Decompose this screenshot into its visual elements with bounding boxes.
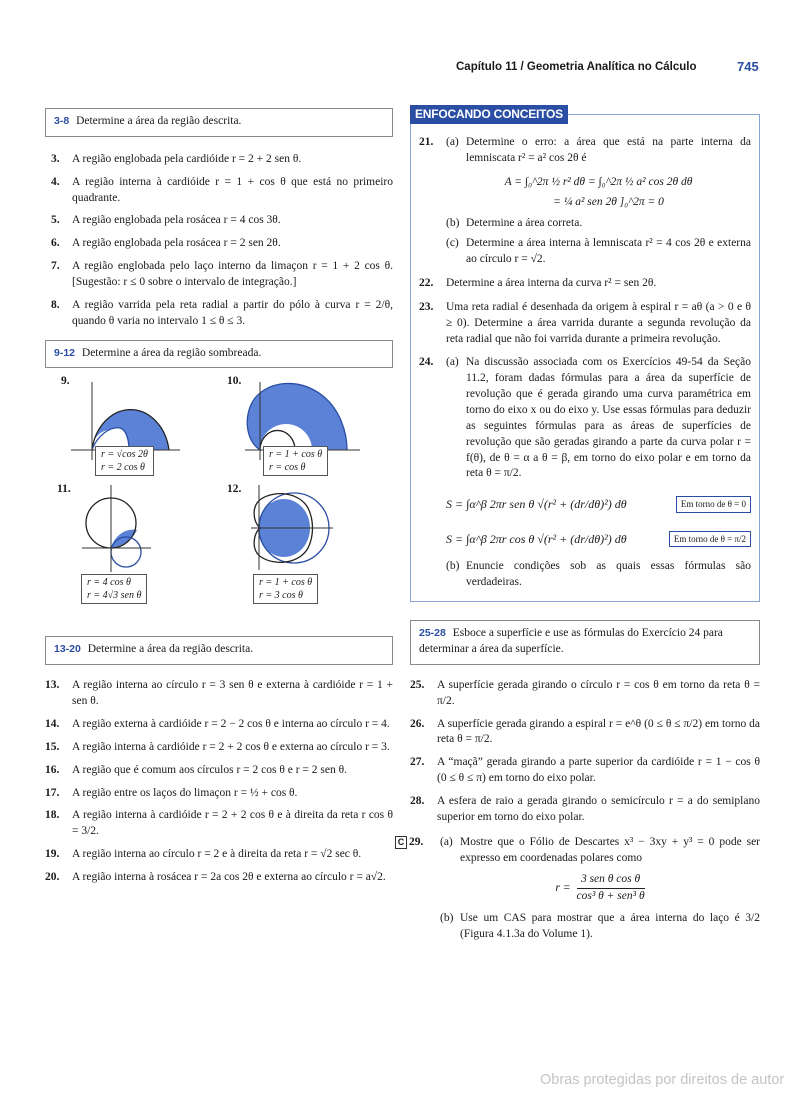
- section-range: 9-12: [54, 346, 76, 359]
- part-letter: (a): [446, 356, 459, 369]
- equation-fraction: [577, 872, 645, 905]
- part-text: Determine a área correta.: [466, 217, 583, 230]
- exercise-29: [397, 835, 760, 943]
- exercise-number: 28.: [410, 795, 425, 808]
- exercise-text: A região interna à cardióide r = 1 + cos θ que está no primeiro quadrante.: [72, 175, 393, 204]
- legend-eq-1: r = 1 + cos θ: [259, 577, 313, 589]
- exercise-7: [45, 259, 393, 291]
- section-instruction: Determine a área da região sombreada.: [81, 346, 262, 359]
- exercise-17: [45, 786, 393, 802]
- exercise-3: [45, 152, 393, 168]
- exercise-21-c: [446, 236, 751, 268]
- legend-eq-1: r = 1 + cos θ: [269, 449, 323, 461]
- exercise-number: 8.: [51, 298, 60, 311]
- exercise-number: 7.: [51, 260, 60, 273]
- part-text: Determine o erro: a área que está na parte interna da lemniscata r² = a² cos 2θ é: [466, 136, 751, 164]
- figure-number: 10.: [227, 375, 242, 388]
- section-box-13-20: [45, 636, 393, 665]
- exercise-number: 16.: [45, 763, 60, 776]
- exercise-22: [419, 276, 751, 292]
- surface-formula-1: S = ∫α^β 2πr sen θ √(r² + (dr/dθ)²) dθ: [446, 497, 627, 512]
- right-column: [397, 107, 760, 943]
- exercise-number: 24.: [419, 356, 434, 369]
- legend-eq-2: r = 2 cos θ: [101, 462, 145, 474]
- label-box-2: Em torno de θ = π/2: [669, 531, 751, 547]
- label-box-1: Em torno de θ = 0: [676, 496, 751, 512]
- exercise-27: [410, 755, 760, 787]
- legend-eq-2: r = 4√3 sen θ: [87, 590, 142, 602]
- exercise-26: [410, 717, 760, 749]
- figure-number: 9.: [61, 375, 70, 388]
- exercise-number: 13.: [45, 679, 60, 692]
- exercise-text: A região interna ao círculo r = 3 sen θ e externa à cardióide r = 1 + sen θ.: [72, 679, 393, 708]
- left-column: [45, 108, 393, 886]
- polar-equation: [440, 872, 760, 905]
- figure-12-legend: [253, 574, 318, 604]
- exercise-text: A região interna à cardióide r = 2 + 2 cos θ e à direita da reta r cos θ = 3/2.: [72, 809, 393, 838]
- exercise-21-b: [446, 216, 751, 232]
- exercise-14: [45, 717, 393, 733]
- figure-12-plot: [215, 482, 385, 582]
- exercise-4: [45, 175, 393, 207]
- running-header: Capítulo 11 / Geometria Analítica no Cálculo: [456, 61, 697, 73]
- exercise-text: A região entre os laços do limaçon r = ½ + cos θ.: [72, 786, 298, 799]
- exercise-number: 25.: [410, 678, 425, 691]
- figure-11-legend: [81, 574, 147, 604]
- section-box-9-12: [45, 340, 393, 369]
- exercise-29-a: [440, 835, 760, 867]
- figure-number: 11.: [57, 483, 71, 496]
- exercise-29-b: [440, 911, 760, 943]
- exercise-24-a: [446, 355, 751, 482]
- exercise-24: [419, 355, 751, 591]
- exercise-24-b: [446, 559, 751, 591]
- formula-row-2: [446, 531, 751, 548]
- section-range: 3-8: [54, 115, 70, 127]
- exercise-text: A superfície gerada girando o círculo r = cos θ em torno da reta θ = π/2.: [437, 678, 760, 707]
- figure-10: [215, 374, 385, 499]
- part-text: Mostre que o Fólio de Descartes x³ − 3xy + y³ = 0 pode ser expresso em coordenadas polares como: [460, 835, 760, 864]
- exercise-28: [410, 794, 760, 826]
- exercise-8: [45, 298, 393, 330]
- exercise-16: [45, 763, 393, 779]
- figures-9-12: [45, 374, 393, 632]
- figure-9: [45, 374, 205, 499]
- exercise-number-group: [395, 835, 423, 851]
- exercise-6: [45, 236, 393, 252]
- legend-eq-1: r = 4 cos θ: [87, 577, 131, 589]
- section-box-3-8: [45, 108, 393, 137]
- legend-eq-1: r = √cos 2θ: [101, 449, 148, 461]
- exercise-text: A região englobada pela rosácea r = 4 cos 3θ.: [72, 214, 281, 227]
- legend-eq-2: r = cos θ: [269, 462, 306, 474]
- exercise-text: A região englobada pelo laço interno da limaçon r = 1 + 2 cos θ. [Sugestão: r ≤ 0 sobre o intervalo de integração.]: [72, 260, 393, 289]
- fraction-denominator: cos³ θ + sen³ θ: [576, 890, 645, 903]
- exercise-text: A “maçã” gerada girando a parte superior da cardióide r = 1 − cos θ (0 ≤ θ ≤ π) em torno do eixo polar.: [437, 756, 760, 785]
- part-text: Determine a área interna à lemniscata r² = 4 cos 2θ e externa ao círculo r = √2.: [466, 237, 751, 266]
- exercise-number: 26.: [410, 717, 425, 730]
- equation-line-1: A = ∫₀^2π ½ r² dθ = ∫₀^2π ½ a² cos 2θ dθ: [504, 175, 693, 188]
- exercise-23: [419, 300, 751, 348]
- exercise-text: A região interna ao círculo r = 2 e à direita da reta r = √2 sec θ.: [72, 848, 362, 861]
- part-text: Use um CAS para mostrar que a área interna do laço é 3/2 (Figura 4.1.3a do Volume 1).: [460, 912, 760, 941]
- exercise-21: [419, 135, 751, 268]
- figure-9-legend: [95, 446, 154, 476]
- exercise-number: 18.: [45, 809, 60, 822]
- part-text: Na discussão associada com os Exercícios 49-54 da Seção 11.2, foram dadas fórmulas para a área da superfície de revolução que é gerada girando uma curva paramétrica em torno do eixo x ou do eixo y. Use essas fórmulas para deduzir as seguintes fórmulas para as áreas de superfícies de revolução que são geradas girando a parte da curva polar r = f(θ), de θ = α a θ = β, em torno do eixo polar e em torno da reta θ = π/2.: [466, 356, 751, 480]
- exercise-25: [410, 678, 760, 710]
- exercise-19: [45, 847, 393, 863]
- exercise-number: 3.: [51, 152, 60, 165]
- part-text: Enuncie condições sob as quais essas fórmulas são verdadeiras.: [466, 560, 751, 589]
- exercise-text: A região englobada pela rosácea r = 2 sen 2θ.: [72, 237, 281, 250]
- exercise-number: 21.: [419, 136, 434, 148]
- exercise-text: A região varrida pela reta radial a partir do pólo à curva r = 2/θ, quando θ varia no intervalo 1 ≤ θ ≤ 3.: [72, 298, 393, 327]
- exercise-15: [45, 740, 393, 756]
- exercise-13: [45, 678, 393, 710]
- copyright-watermark: Obras protegidas por direitos de autor: [540, 1072, 785, 1088]
- exercise-text: Determine a área interna da curva r² = sen 2θ.: [446, 277, 657, 290]
- section-instruction: Determine a área da região descrita.: [87, 643, 254, 656]
- part-letter: (a): [446, 136, 459, 148]
- focus-concepts-box: [410, 107, 760, 602]
- exercise-text: A região interna à rosácea r = 2a cos 2θ e externa ao círculo r = a√2.: [72, 871, 386, 884]
- exercise-number: 23.: [419, 300, 434, 313]
- fraction-numerator: 3 sen θ cos θ: [580, 873, 641, 886]
- exercise-number: 5.: [51, 214, 60, 227]
- exercise-number: 17.: [45, 786, 60, 799]
- formula-row-1: [446, 496, 751, 513]
- figure-11-plot: [45, 482, 205, 582]
- section-instruction: Esboce a superfície e use as fórmulas do Exercício 24 para determinar a área da superfície.: [419, 627, 723, 655]
- exercise-18: [45, 808, 393, 840]
- part-letter: (b): [446, 217, 460, 230]
- exercise-text: A região englobada pela cardióide r = 2 + 2 sen θ.: [72, 152, 302, 165]
- part-letter: (c): [446, 237, 459, 250]
- figure-number: 12.: [227, 483, 242, 496]
- legend-eq-2: r = 3 cos θ: [259, 590, 303, 602]
- exercise-number: 14.: [45, 718, 60, 731]
- exercise-20: [45, 870, 393, 886]
- page-number: 745: [737, 59, 759, 74]
- equation-lhs: r =: [555, 881, 571, 894]
- exercise-number: 15.: [45, 740, 60, 753]
- part-letter: (b): [446, 560, 460, 573]
- part-letter: (a): [440, 835, 453, 848]
- exercise-number: 27.: [410, 756, 425, 769]
- exercise-text: A região que é comum aos círculos r = 2 cos θ e r = 2 sen θ.: [72, 763, 348, 776]
- exercise-text: A superfície gerada girando a espiral r = e^θ (0 ≤ θ ≤ π/2) em torno da reta θ = π/2.: [437, 717, 760, 746]
- exercise-number: 19.: [45, 848, 60, 861]
- exercise-5: [45, 213, 393, 229]
- part-letter: (b): [440, 912, 454, 925]
- exercise-text: A região interna à cardióide r = 2 + 2 cos θ e externa ao círculo r = 3.: [72, 740, 390, 753]
- section-box-25-28: [410, 620, 760, 665]
- exercise-text: Uma reta radial é desenhada da origem à espiral r = aθ (a > 0 e θ ≥ 0). Determine a área varrida durante a segunda revolução da reta radial que não foi varrida durante a primeira revolução.: [446, 300, 751, 345]
- exercise-number: 29.: [409, 835, 424, 848]
- equation-line-2: = ¼ a² sen 2θ ]₀^2π = 0: [553, 195, 664, 208]
- figure-11: [45, 482, 205, 612]
- exercise-text: A região externa à cardióide r = 2 − 2 cos θ e interna ao círculo r = 4.: [72, 718, 390, 731]
- figure-10-legend: [263, 446, 328, 476]
- exercise-number: 4.: [51, 175, 60, 188]
- section-range: 25-28: [419, 627, 446, 640]
- focus-concepts-tag: ENFOCANDO CONCEITOS: [410, 105, 568, 124]
- exercise-number: 6.: [51, 237, 60, 250]
- figure-12: [215, 482, 385, 612]
- cas-badge-icon: C: [395, 836, 407, 849]
- exercise-number: 20.: [45, 871, 60, 884]
- exercise-text: A esfera de raio a gerada girando o semicírculo r = a do semiplano superior em torno do eixo polar.: [437, 795, 760, 823]
- exercise-21-a: [446, 135, 751, 167]
- section-range: 13-20: [54, 643, 81, 656]
- surface-formula-2: S = ∫α^β 2πr cos θ √(r² + (dr/dθ)²) dθ: [446, 531, 627, 546]
- exercise-number: 22.: [419, 277, 434, 290]
- section-instruction: Determine a área da região descrita.: [76, 115, 242, 127]
